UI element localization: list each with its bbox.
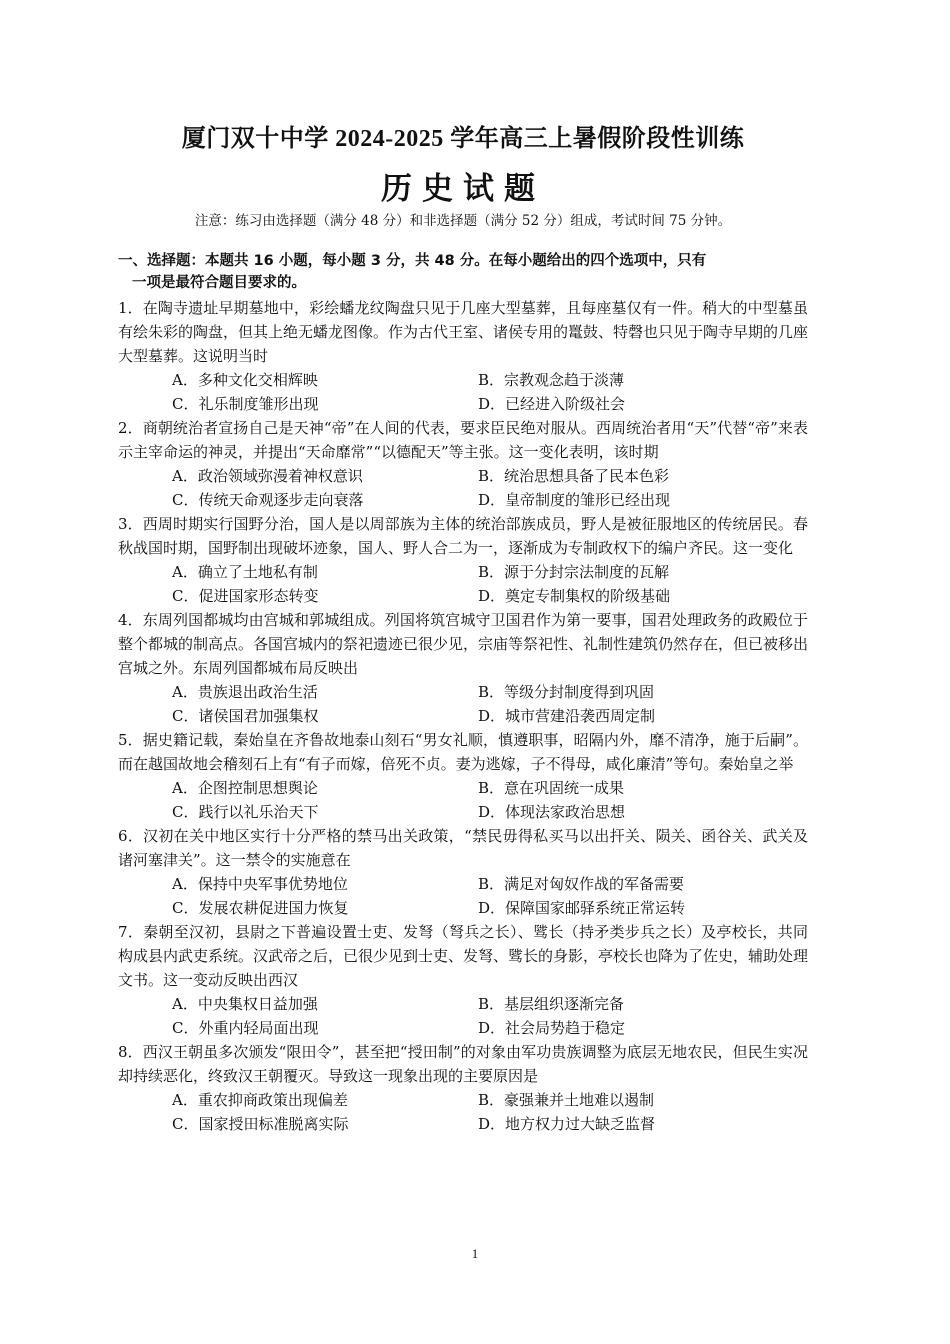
option-d: D．社会局势趋于稳定	[478, 1019, 626, 1037]
option-d: D．奠定专制集权的阶级基础	[478, 587, 671, 605]
option-b: B．等级分封制度得到巩固	[478, 683, 655, 701]
question-4	[118, 608, 808, 728]
exam-title: 厦门双十中学 2024-2025 学年高三上暑假阶段性训练	[181, 126, 745, 152]
section-heading	[118, 250, 808, 294]
question-stem: 7．秦朝至汉初，县尉之下普遍设置士吏、发弩（弩兵之长）、骘长（持矛类步兵之长）及亭校长，共同构成县内武吏系统。汉武帝之后，已很少见到士吏、发弩、骘长的身影，亭校长也降为了佐史，辅助处理文书。这一变动反映出西汉	[118, 923, 809, 989]
question-stem: 4．东周列国都城均由宫城和郭城组成。列国将筑宫城守卫国君作为第一要事，国君处理政务的政殿位于整个都城的制高点。各国宫城内的祭祀遗迹已很少见，宗庙等祭祀性、礼制性建筑仍然存在，但已被移出宫城之外。东周列国都城布局反映出	[118, 611, 809, 677]
question-stem: 6．汉初在关中地区实行十分严格的禁马出关政策，“禁民毋得私买马以出扞关、陨关、函谷关、武关及诸河塞津关”。这一禁令的实施意在	[118, 827, 808, 869]
question-6	[118, 824, 808, 920]
option-c: C．发展农耕促进国力恢复	[172, 899, 349, 917]
option-a: A．确立了土地私有制	[172, 563, 318, 581]
question-5	[118, 728, 808, 824]
option-a: A．中央集权日益加强	[172, 995, 318, 1013]
question-8	[118, 1040, 808, 1136]
option-a: A．保持中央军事优势地位	[172, 875, 348, 893]
option-c: C．外重内轻局面出现	[172, 1019, 319, 1037]
option-d: D．地方权力过大缺乏监督	[478, 1115, 656, 1133]
question-options	[118, 680, 808, 728]
option-b: B．基层组织逐渐完备	[478, 995, 625, 1013]
question-options	[118, 776, 808, 824]
question-7	[118, 920, 808, 1040]
question-stem: 2．商朝统治者宣扬自己是天神“帝”在人间的代表，要求臣民绝对服从。西周统治者用“天”代替“帝”来表示主宰命运的神灵，并提出“天命靡常”“以德配天”等主张。这一变化表明，该时期	[118, 419, 808, 461]
page-number: 1	[471, 1246, 479, 1261]
option-d: D．体现法家政治思想	[478, 803, 626, 821]
option-b: B．意在巩固统一成果	[478, 779, 625, 797]
option-c: C．诸侯国君加强集权	[172, 707, 319, 725]
exam-subtitle: 历史试题	[381, 171, 545, 207]
option-b: B．豪强兼并土地难以遏制	[478, 1091, 655, 1109]
option-c: C．践行以礼乐治天下	[172, 803, 319, 821]
question-options	[118, 560, 808, 608]
question-stem: 5．据史籍记载，秦始皇在齐鲁故地泰山刻石“男女礼顺，慎遵职事，昭隔内外，靡不清净，施于后嗣”。而在越国故地会稽刻石上有“有子而嫁，倍死不贞。妻为逃嫁，子不得母，咸化廉清”等句。秦始皇之举	[118, 731, 808, 773]
option-a: A．企图控制思想舆论	[172, 779, 318, 797]
question-list	[118, 296, 808, 1136]
option-c: C．国家授田标准脱离实际	[172, 1115, 349, 1133]
question-options	[118, 992, 808, 1040]
question-options	[118, 464, 808, 512]
option-a: A．多种文化交相辉映	[172, 371, 318, 389]
section-heading-line1: 一、选择题：本题共 16 小题，每小题 3 分，共 48 分。在每小题给出的四个选项中，只有	[118, 253, 707, 269]
option-a: A．政治领域弥漫着神权意识	[172, 467, 363, 485]
question-stem: 3．西周时期实行国野分治，国人是以周部族为主体的统治部族成员，野人是被征服地区的传统居民。春秋战国时期，国野制出现破坏迹象，国人、野人合二为一，逐渐成为专制政权下的编户齐民。这一变化	[118, 515, 808, 557]
question-3	[118, 512, 808, 608]
option-a: A．重农抑商政策出现偏差	[172, 1091, 348, 1109]
option-d: D．城市营建沿袭西周定制	[478, 707, 656, 725]
option-a: A．贵族退出政治生活	[172, 683, 318, 701]
exam-notice: 注意：练习由选择题（满分 48 分）和非选择题（满分 52 分）组成，考试时间 75 分钟。	[194, 213, 732, 229]
option-d: D．已经进入阶级社会	[478, 395, 626, 413]
exam-page	[118, 122, 808, 1136]
question-1	[118, 296, 808, 416]
option-d: D．皇帝制度的雏形已经出现	[478, 491, 671, 509]
option-b: B．满足对匈奴作战的军备需要	[478, 875, 685, 893]
option-b: B．宗教观念趋于淡薄	[478, 371, 625, 389]
option-c: C．促进国家形态转变	[172, 587, 319, 605]
question-stem: 8．西汉王朝虽多次颁发“限田令”，甚至把“授田制”的对象由军功贵族调整为底层无地农民，但民生实况却持续恶化，终致汉王朝覆灭。导致这一现象出现的主要原因是	[118, 1043, 808, 1085]
question-stem: 1．在陶寺遗址早期墓地中，彩绘蟠龙纹陶盘只见于几座大型墓葬，且每座墓仅有一件。稍大的中型墓虽有绘朱彩的陶盘，但其上绝无蟠龙图像。作为古代王室、诸侯专用的鼍鼓、特磬也只见于陶寺早期的几座大型墓葬。这说明当时	[118, 299, 809, 365]
option-b: B．源于分封宗法制度的瓦解	[478, 563, 670, 581]
question-options	[118, 872, 808, 920]
section-heading-line2: 一项是最符合题目要求的。	[132, 275, 306, 291]
question-options	[118, 1088, 808, 1136]
option-b: B．统治思想具备了民本色彩	[478, 467, 670, 485]
option-c: C．传统天命观逐步走向衰落	[172, 491, 364, 509]
option-d: D．保障国家邮驿系统正常运转	[478, 899, 686, 917]
question-2	[118, 416, 808, 512]
option-c: C．礼乐制度雏形出现	[172, 395, 319, 413]
question-options	[118, 368, 808, 416]
